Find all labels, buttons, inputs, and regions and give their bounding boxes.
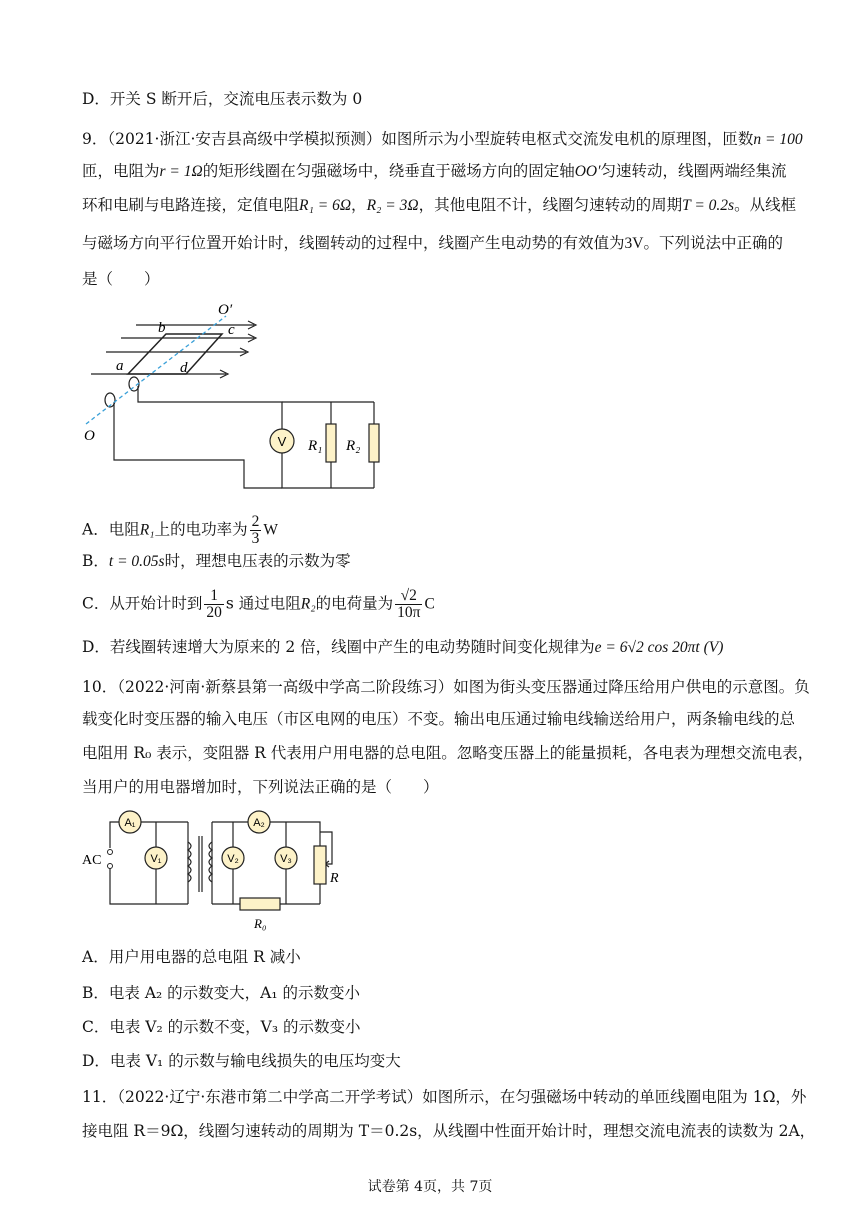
q11-stem-line2: 接电阻 R＝9Ω，线圈匀速转动的周期为 T＝0.2s，从线圈中性面开始计时，理想交流电流表的读数为 2A， xyxy=(82,1122,816,1140)
coil-label-c: c xyxy=(228,322,235,338)
q11-stem-line1: 11．（2022·辽宁·东港市第二中学高二开学考试）如图所示，在匀强磁场中转动的单匝线圈电阻为 1Ω，外 xyxy=(82,1088,807,1106)
q9-option-d: D．若线圈转速增大为原来的 2 倍，线圈中产生的电动势随时间变化规律为e = 6√2 cos 20πt (V) xyxy=(82,638,724,656)
ammeter-a2-label: A₂ xyxy=(253,817,265,829)
axis-label-o: O xyxy=(84,428,95,444)
q10-transformer-figure xyxy=(80,806,360,936)
q9-option-a: A．电阻R₁上的电功率为 $\frac{2}{3}$ W xyxy=(82,513,278,547)
q9-stem-line4: 与磁场方向平行位置开始计时，线圈转动的过程中，线圈产生电动势的有效值为3V。下列说法中正确的 xyxy=(82,234,783,252)
q10-stem-line1: 10．（2022·河南·新蔡县第一高级中学高二阶段练习）如图为街头变压器通过降压给用户供电的示意图。负 xyxy=(82,678,810,696)
q10-stem-line4: 当用户的用电器增加时，下列说法正确的是（ ） xyxy=(82,778,439,796)
q9-stem-line5: 是（ ） xyxy=(82,270,160,288)
resistor-label-r1: R₁ xyxy=(308,438,323,454)
q10-stem-line3: 电阻用 R₀ 表示，变阻器 R 代表用户用电器的总电阻。忽略变压器上的能量损耗，各电表为理想交流电表， xyxy=(82,744,814,762)
page-footer: 试卷第 4页，共 7页 xyxy=(367,1179,493,1195)
q9-stem-line3: 环和电刷与电路连接，定值电阻R₁ = 6Ω，R₂ = 3Ω，其他电阻不计，线圈匀速转动的周期T = 0.2s。从线框 xyxy=(82,196,797,214)
ammeter-a1-label: A₁ xyxy=(124,817,136,829)
coil-label-b: b xyxy=(158,320,166,336)
q9-option-b: B．t = 0.05s时，理想电压表的示数为零 xyxy=(82,552,351,570)
q10-option-c: C．电表 V₂ 的示数不变，V₃ 的示数变小 xyxy=(82,1018,361,1036)
q10-stem-line2: 载变化时变压器的输入电压（市区电网的电压）不变。输出电压通过输电线输送给用户，两条输电线的总 xyxy=(82,710,796,728)
rheostat-label: R xyxy=(330,871,339,886)
voltmeter-v1-label: V₁ xyxy=(150,853,162,865)
coil-label-a: a xyxy=(116,358,124,374)
q9-stem-line1: 9．（2021·浙江·安吉县高级中学模拟预测）如图所示为小型旋转电枢式交流发电机的原理图，匝数n = 100 xyxy=(82,130,803,148)
resistor-label-r2: R₂ xyxy=(346,438,361,454)
q9-option-c: C．从开始计时到 $\frac{1}{20}$ s 通过电阻R₂的电荷量为 $\frac{√2}{10\pi}$ C xyxy=(82,587,435,621)
line-resistor-label: R₀ xyxy=(254,916,267,931)
voltmeter-v3-label: V₃ xyxy=(280,853,292,865)
q10-option-b: B．电表 A₂ 的示数变大，A₁ 的示数变小 xyxy=(82,984,360,1002)
coil-label-d: d xyxy=(180,360,188,376)
q9-generator-figure xyxy=(76,298,396,498)
q8-option-d: D．开关 S 断开后，交流电压表示数为 0 xyxy=(82,90,363,108)
q10-option-d: D．电表 V₁ 的示数与输电线损失的电压均变大 xyxy=(82,1052,401,1070)
voltmeter-label: V xyxy=(277,434,287,449)
q9-stem-line2: 匝，电阻为r = 1Ω的矩形线圈在匀强磁场中，绕垂直于磁场方向的固定轴OO′匀速转动，线圈两端经集流 xyxy=(82,162,787,180)
ac-source-label: AC xyxy=(82,853,102,868)
q10-option-a: A．用户用电器的总电阻 R 减小 xyxy=(82,948,301,966)
axis-label-oprime: O′ xyxy=(218,302,233,318)
voltmeter-v2-label: V₂ xyxy=(227,853,239,865)
